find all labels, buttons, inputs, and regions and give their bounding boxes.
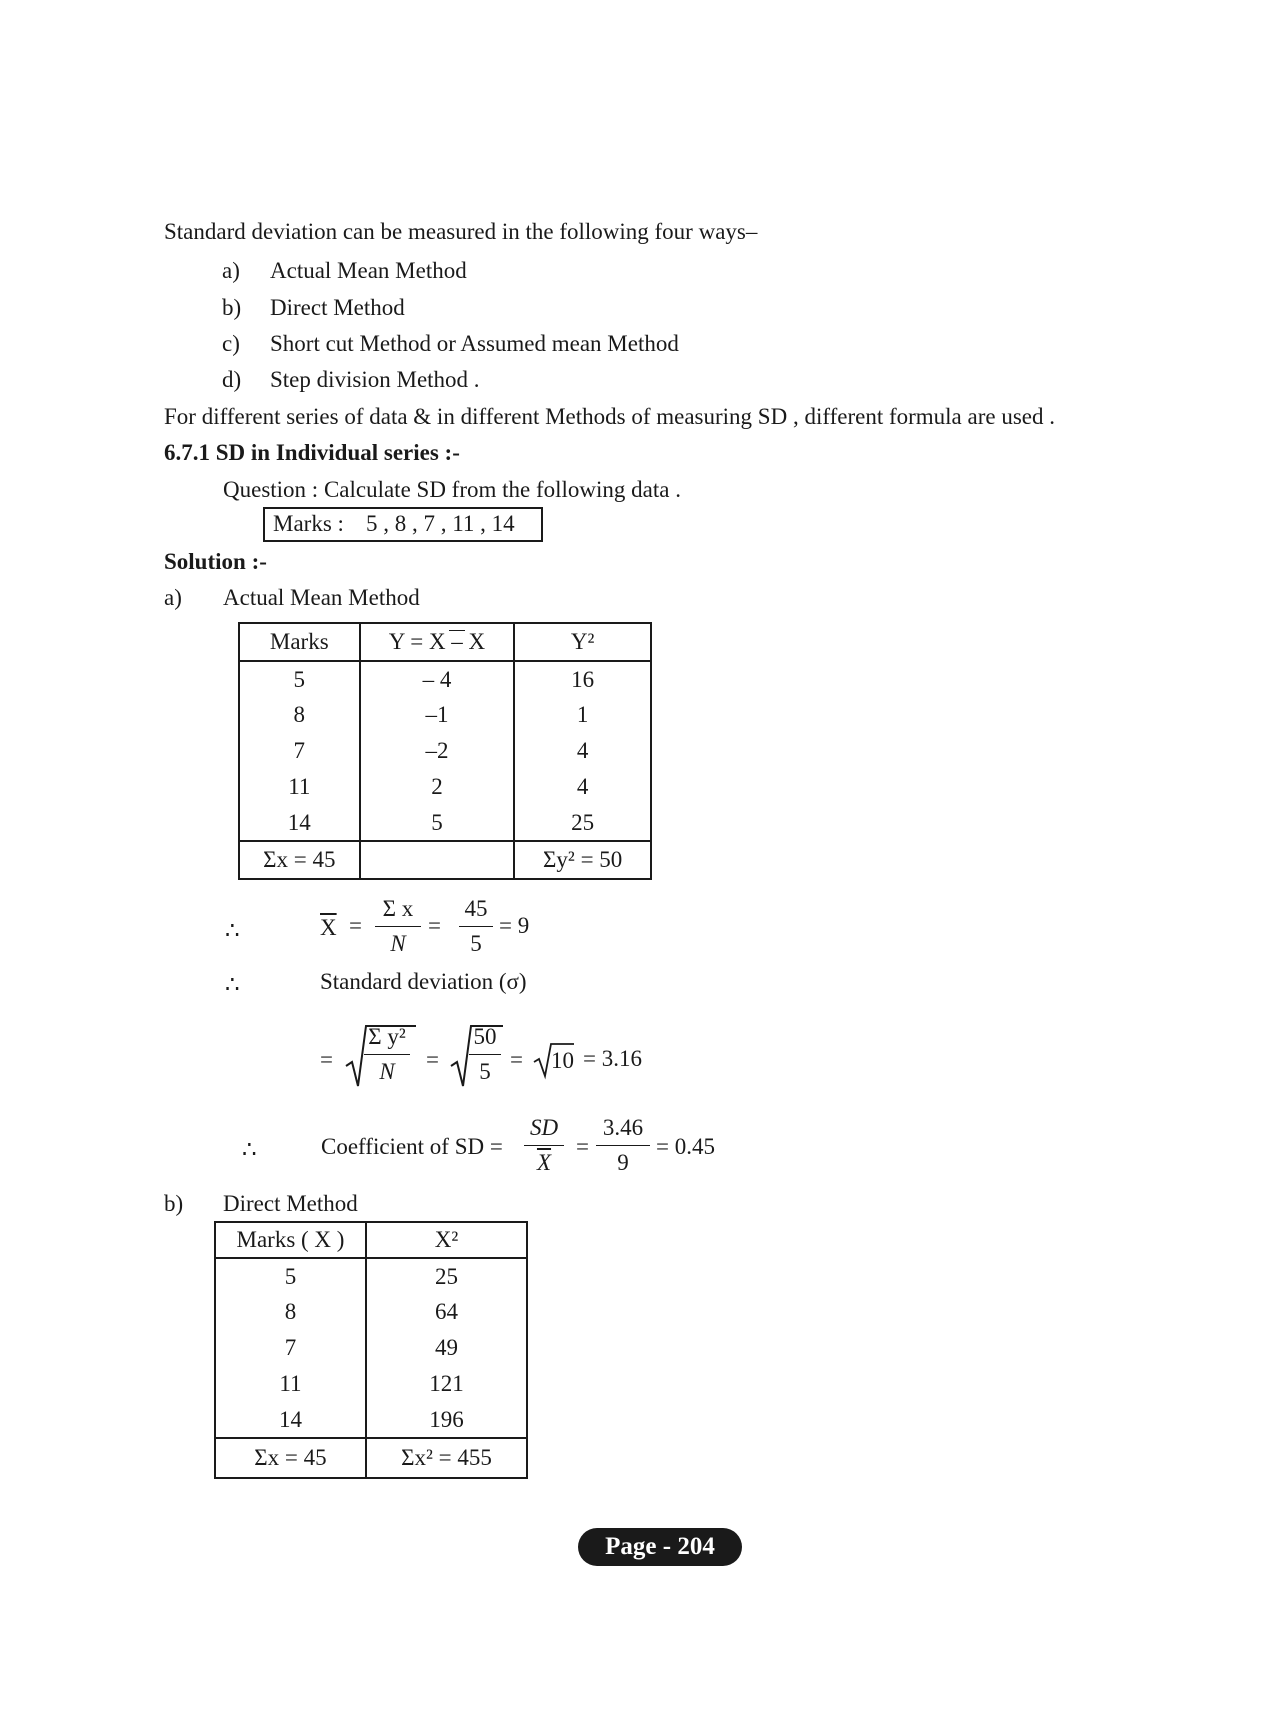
cell-y-squared: 1 [576, 702, 589, 727]
cell-deviation: 2 [360, 769, 515, 805]
cell-x-squared: 196 [429, 1406, 464, 1432]
table-row [239, 697, 651, 733]
table-row [215, 1294, 527, 1330]
cell-marks: 11 [215, 1366, 366, 1402]
page-number-badge: Page - 204 [578, 1528, 742, 1566]
cell-marks: 7 [215, 1330, 366, 1366]
xbar-overline [449, 630, 465, 631]
fraction-sum-y2-over-n [364, 1022, 410, 1087]
cell-y-squared: 4 [576, 738, 589, 763]
cell-marks: 14 [239, 805, 360, 841]
table-row [215, 1366, 527, 1402]
method-letter: c) [222, 331, 240, 356]
numerator: 45 [464, 896, 488, 921]
cell-y-squared: 25 [571, 809, 595, 835]
cell-deviation: – 4 [360, 661, 515, 697]
table-row [239, 661, 651, 697]
marks-values: 5 , 8 , 7 , 11 , 14 [366, 511, 515, 536]
denominator: N [390, 931, 406, 956]
therefore-symbol: ∴ [242, 1137, 257, 1162]
therefore-symbol: ∴ [225, 918, 240, 943]
header-deviation [360, 623, 515, 661]
header-x-squared: X² [366, 1222, 527, 1258]
intro-text: Standard deviation can be measured in the following four ways– [164, 219, 758, 244]
denominator: 5 [470, 931, 482, 956]
sum-y-squared: Σy² = 50 [514, 841, 651, 879]
fraction-346-over-9 [596, 1113, 650, 1178]
part-b-title: Direct Method [223, 1191, 358, 1216]
denominator: N [379, 1059, 395, 1084]
method-letter: a) [222, 258, 240, 283]
method-text: Short cut Method or Assumed mean Method [270, 331, 679, 356]
fraction-sum-x-over-n [375, 894, 421, 959]
cell-y-squared: 16 [571, 666, 595, 692]
part-a-letter: a) [164, 585, 182, 610]
question-text: Question : Calculate SD from the following data . [223, 477, 681, 502]
method-letter: b) [222, 295, 242, 320]
table-row [215, 1258, 527, 1294]
cell-marks: 8 [239, 697, 360, 733]
sum-x: Σx = 45 [239, 841, 360, 879]
cell-x-squared: 25 [434, 1263, 458, 1289]
table-row [239, 805, 651, 841]
equals-sign: = [426, 1047, 439, 1072]
section-heading: 6.7.1 SD in Individual series :- [164, 440, 460, 465]
equals-sign: = [510, 1047, 523, 1072]
cell-marks: 11 [239, 769, 360, 805]
numerator: SD [529, 1115, 559, 1140]
header-marks: Marks [239, 623, 360, 661]
method-text: Direct Method [270, 295, 405, 320]
method-letter: d) [222, 367, 242, 392]
numerator: Σ y² [368, 1024, 406, 1049]
therefore-symbol: ∴ [225, 972, 240, 997]
sum-blank [360, 841, 515, 879]
table-footer-row [215, 1438, 527, 1478]
sum-x-squared: Σx² = 455 [366, 1438, 527, 1478]
denominator [524, 1148, 564, 1178]
coef-label: Coefficient of SD = [321, 1134, 503, 1159]
equals-sign: = [428, 913, 441, 938]
header-marks-x: Marks ( X ) [215, 1222, 366, 1258]
header-y-squared: Y² [514, 623, 651, 661]
fraction-sd-over-xbar [524, 1113, 564, 1178]
cell-marks: 7 [239, 733, 360, 769]
mean-xbar: $\overline{X}$ [320, 915, 337, 940]
cell-x-squared: 49 [434, 1335, 458, 1360]
fraction-45-over-5 [459, 894, 493, 959]
denominator: 9 [617, 1150, 629, 1175]
cell-deviation: –2 [360, 733, 515, 769]
sd-result: = 3.16 [583, 1046, 642, 1071]
cell-marks: 14 [215, 1402, 366, 1438]
direct-method-table [214, 1221, 528, 1479]
table-row [215, 1402, 527, 1438]
denominator: 5 [479, 1059, 491, 1084]
equals-sign: = [576, 1134, 589, 1159]
xbar: $\overline{X}$ [536, 1150, 552, 1175]
part-a-title: Actual Mean Method [223, 585, 420, 610]
solution-heading: Solution :- [164, 549, 267, 574]
mean-symbol [320, 915, 337, 941]
formula-note: For different series of data & in different Methods of measuring SD , different formula are used . [164, 404, 1056, 429]
equals-sign: = [349, 913, 362, 938]
part-b-letter: b) [164, 1191, 184, 1216]
actual-mean-table [238, 622, 652, 880]
sqrt-ten: 10 [551, 1048, 574, 1073]
equals-sign: = [320, 1047, 333, 1072]
table-footer-row [239, 841, 651, 879]
cell-marks: 8 [215, 1294, 366, 1330]
marks-box [263, 507, 543, 542]
table-row [215, 1330, 527, 1366]
method-text: Actual Mean Method [270, 258, 467, 283]
sum-x: Σx = 45 [215, 1438, 366, 1478]
sd-label: Standard deviation (σ) [320, 969, 527, 994]
fraction-50-over-5 [469, 1022, 501, 1087]
numerator: Σ x [382, 896, 414, 921]
mean-result: = 9 [499, 913, 530, 938]
cell-deviation: –1 [360, 697, 515, 733]
cell-marks: 5 [239, 661, 360, 697]
cell-deviation: 5 [360, 805, 515, 841]
coef-result: = 0.45 [656, 1134, 715, 1159]
method-text: Step division Method . [270, 367, 480, 392]
numerator: 3.46 [602, 1115, 644, 1140]
marks-label: Marks : [273, 511, 344, 536]
numerator: 50 [473, 1024, 497, 1049]
cell-x-squared: 121 [429, 1371, 464, 1396]
table-row [239, 733, 651, 769]
table-row [239, 769, 651, 805]
cell-x-squared: 64 [434, 1299, 458, 1324]
cell-marks: 5 [215, 1258, 366, 1294]
cell-y-squared: 4 [576, 774, 589, 799]
header-deviation-text: Y = X – X [388, 629, 486, 654]
